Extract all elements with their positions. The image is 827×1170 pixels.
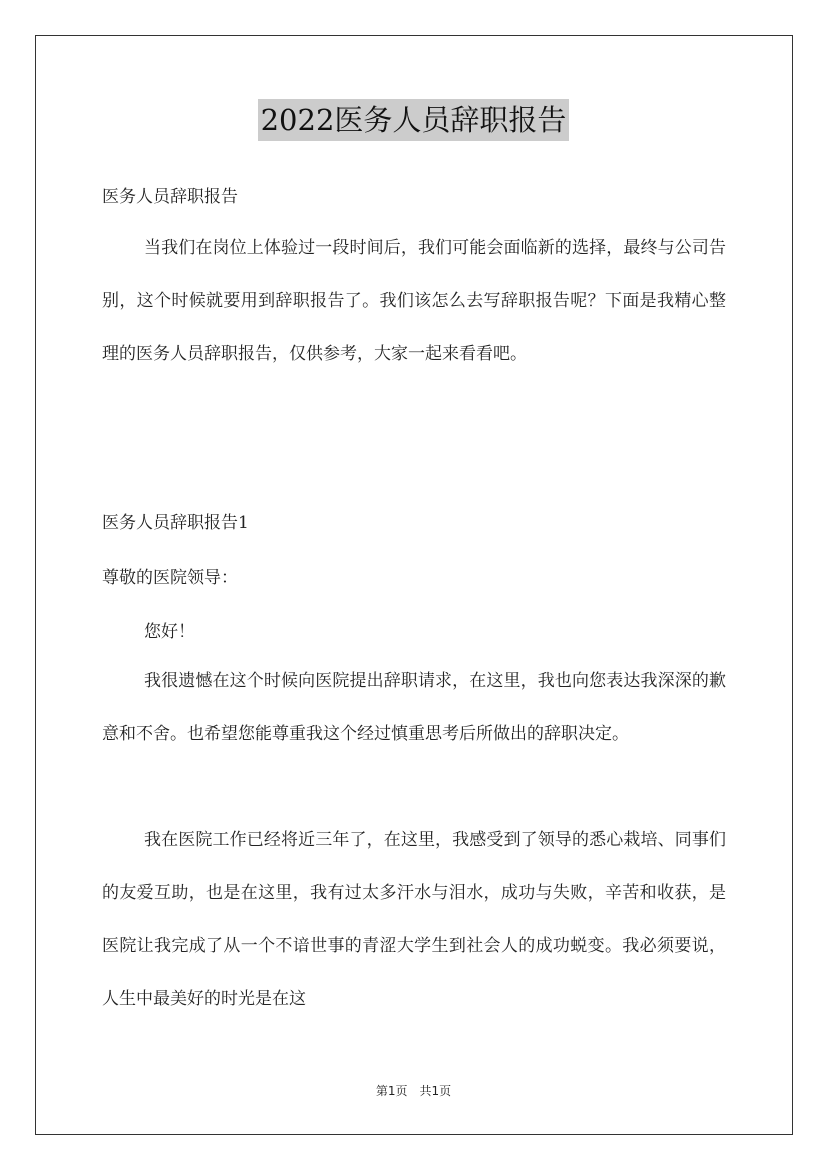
body-paragraph: 我在医院工作已经将近三年了，在这里，我感受到了领导的悉心栽培、同事们的友爱互助，也是在这里，我有过太多汗水与泪水，成功与失败，辛苦和收获，是医院让我完成了从一个不谙世事的青涩大学生到社会人的成功蜕变。我必须要说，人生中最美好的时光是在这: [102, 830, 726, 1009]
document-title: 2022医务人员辞职报告: [258, 99, 570, 141]
salutation: 尊敬的医院领导：: [102, 568, 238, 588]
page-footer: 第1页 共1页: [375, 1084, 452, 1098]
greeting: 您好！: [144, 622, 195, 642]
body-paragraph: 我很遗憾在这个时候向医院提出辞职请求，在这里，我也向您表达我深深的歉意和不舍。也希望您能尊重我这个经过慎重思考后所做出的辞职决定。: [102, 671, 726, 744]
title-container: [0, 99, 827, 141]
section-title: 医务人员辞职报告1: [102, 513, 249, 533]
intro-paragraph: 当我们在岗位上体验过一段时间后，我们可能会面临新的选择，最终与公司告别，这个时候就要用到辞职报告了。我们该怎么去写辞职报告呢？下面是我精心整理的医务人员辞职报告，仅供参考，大家一起来看看吧。: [102, 238, 726, 364]
document-heading: 医务人员辞职报告: [102, 187, 238, 207]
